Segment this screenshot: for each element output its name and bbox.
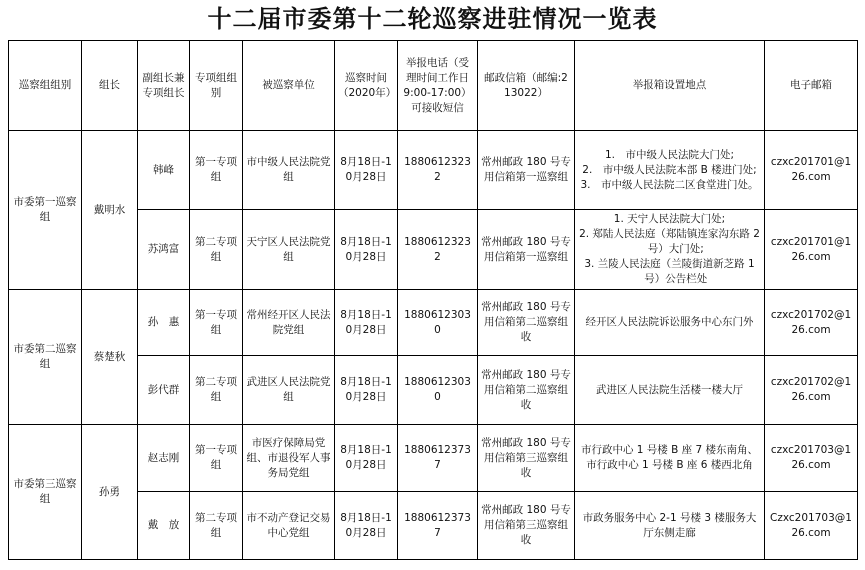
deputy-cell: 戴 放 <box>138 492 190 560</box>
header-box-sites: 举报箱设置地点 <box>575 41 765 131</box>
box-site-item: 3. 市中级人民法院二区食堂进门处。 <box>580 178 759 191</box>
box-site-item: 1. 天宁人民法院大门处; <box>613 213 726 225</box>
leader-cell: 戴明水 <box>82 131 138 290</box>
table-row <box>9 131 858 210</box>
unit-cell: 市不动产登记交易中心党组 <box>243 492 335 560</box>
box-sites-cell <box>575 356 765 425</box>
email-cell: Czxc201703@126.com <box>765 492 858 560</box>
unit-cell: 天宁区人民法院党组 <box>243 210 335 290</box>
mailbox-cell: 常州邮政 180 号专用信箱第三巡察组收 <box>478 425 575 492</box>
box-site-item: 武进区人民法院生活楼一楼大厅 <box>596 383 743 396</box>
header-unit: 被巡察单位 <box>243 41 335 131</box>
leader-cell: 孙勇 <box>82 425 138 560</box>
box-sites-cell <box>575 425 765 492</box>
leader-cell: 蔡楚秋 <box>82 290 138 425</box>
phone-cell: 18806123737 <box>398 492 478 560</box>
phone-cell: 18806123030 <box>398 290 478 356</box>
group-name-cell: 市委第一巡察组 <box>9 131 82 290</box>
group-name-cell: 市委第三巡察组 <box>9 425 82 560</box>
deputy-cell: 韩峰 <box>138 131 190 210</box>
special-group-cell: 第一专项组 <box>190 290 243 356</box>
box-site-item: 市政务服务中心 2-1 号楼 3 楼服务大厅东侧走廊 <box>582 511 757 539</box>
special-group-cell: 第二专项组 <box>190 210 243 290</box>
header-email: 电子邮箱 <box>765 41 858 131</box>
period-cell: 8月18日-10月28日 <box>335 492 398 560</box>
phone-cell: 18806123232 <box>398 210 478 290</box>
deputy-cell: 赵志刚 <box>138 425 190 492</box>
period-cell: 8月18日-10月28日 <box>335 131 398 210</box>
period-cell: 8月18日-10月28日 <box>335 425 398 492</box>
deputy-cell: 苏鸿富 <box>138 210 190 290</box>
email-cell: czxc201703@126.com <box>765 425 858 492</box>
header-phone: 举报电话（受理时间工作日 9:00-17:00）可接收短信 <box>398 41 478 131</box>
period-cell: 8月18日-10月28日 <box>335 356 398 425</box>
deputy-cell: 彭代群 <box>138 356 190 425</box>
box-site-item: 3. 兰陵人民法庭（兰陵街道新芝路 1 号）公告栏处 <box>584 258 755 285</box>
box-site-item: 2. 市中级人民法院本部 B 楼进门处; <box>582 163 757 176</box>
group-name-cell: 市委第二巡察组 <box>9 290 82 425</box>
email-cell: czxc201702@126.com <box>765 290 858 356</box>
header-period: 巡察时间（2020年） <box>335 41 398 131</box>
phone-cell: 18806123737 <box>398 425 478 492</box>
special-group-cell: 第一专项组 <box>190 131 243 210</box>
box-sites-cell <box>575 492 765 560</box>
mailbox-cell: 常州邮政 180 号专用信箱第一巡察组 <box>478 210 575 290</box>
header-group: 巡察组组别 <box>9 41 82 131</box>
box-site-item: 2. 郑陆人民法庭（郑陆镇连家沟东路 2 号）大门处; <box>579 228 760 255</box>
special-group-cell: 第一专项组 <box>190 425 243 492</box>
unit-cell: 市中级人民法院党组 <box>243 131 335 210</box>
unit-cell: 武进区人民法院党组 <box>243 356 335 425</box>
header-leader: 组长 <box>82 41 138 131</box>
box-sites-cell <box>575 290 765 356</box>
box-site-item: 市行政中心 1 号楼 B 座 7 楼东南角、市行政中心 1 号楼 B 座 6 楼西北角 <box>580 444 759 471</box>
email-cell: czxc201701@126.com <box>765 131 858 210</box>
special-group-cell: 第二专项组 <box>190 492 243 560</box>
phone-cell: 18806123232 <box>398 131 478 210</box>
header-row <box>9 41 858 131</box>
table-row <box>9 290 858 356</box>
header-special-group: 专项组组别 <box>190 41 243 131</box>
mailbox-cell: 常州邮政 180 号专用信箱第一巡察组 <box>478 131 575 210</box>
unit-cell: 市医疗保障局党组、市退役军人事务局党组 <box>243 425 335 492</box>
email-cell: czxc201702@126.com <box>765 356 858 425</box>
mailbox-cell: 常州邮政 180 号专用信箱第二巡察组收 <box>478 290 575 356</box>
email-cell: czxc201701@126.com <box>765 210 858 290</box>
box-site-item: 经开区人民法院诉讼服务中心东门外 <box>585 316 754 328</box>
box-sites-cell <box>575 210 765 290</box>
box-sites-cell <box>575 131 765 210</box>
box-site-item: 1. 市中级人民法院大门处; <box>604 148 735 161</box>
period-cell: 8月18日-10月28日 <box>335 290 398 356</box>
table-row <box>9 425 858 492</box>
mailbox-cell: 常州邮政 180 号专用信箱第三巡察组收 <box>478 492 575 560</box>
header-mailbox: 邮政信箱（邮编:213022） <box>478 41 575 131</box>
header-deputy: 副组长兼专项组长 <box>138 41 190 131</box>
phone-cell: 18806123030 <box>398 356 478 425</box>
inspection-table <box>8 40 858 560</box>
special-group-cell: 第二专项组 <box>190 356 243 425</box>
unit-cell: 常州经开区人民法院党组 <box>243 290 335 356</box>
deputy-cell: 孙 惠 <box>138 290 190 356</box>
period-cell: 8月18日-10月28日 <box>335 210 398 290</box>
mailbox-cell: 常州邮政 180 号专用信箱第二巡察组收 <box>478 356 575 425</box>
page-title: 十二届市委第十二轮巡察进驻情况一览表 <box>207 5 658 33</box>
